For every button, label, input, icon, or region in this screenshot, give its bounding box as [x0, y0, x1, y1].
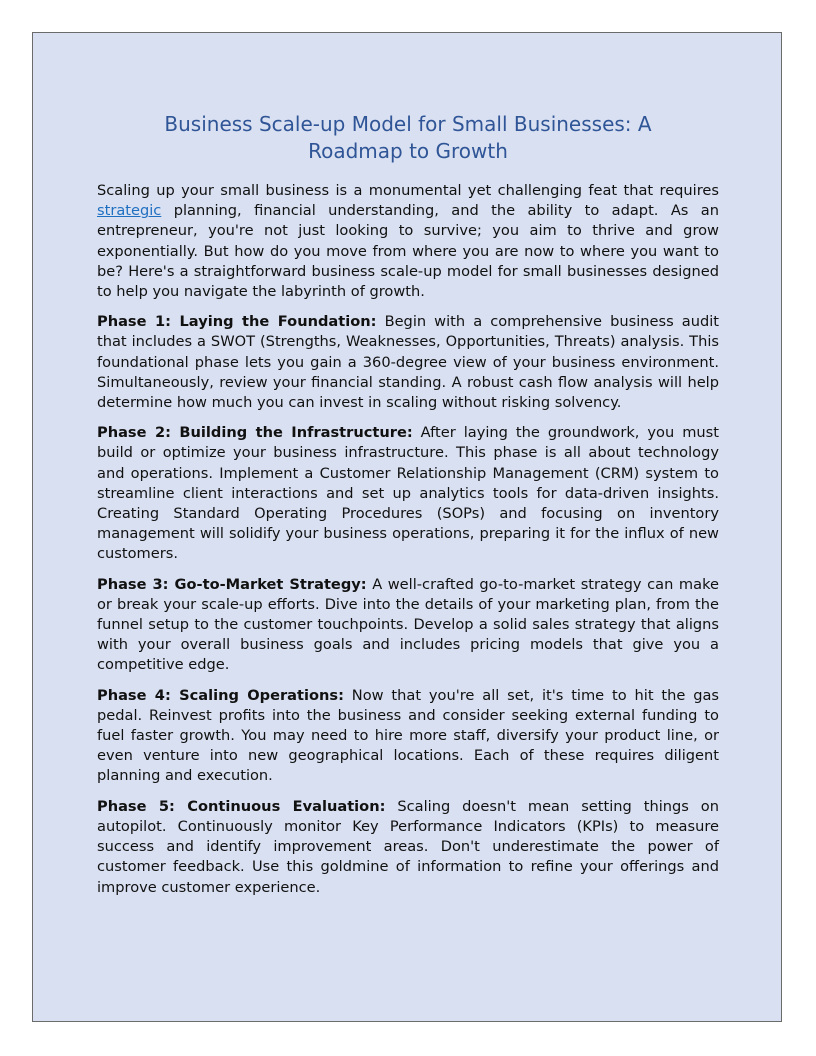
intro-paragraph — [97, 181, 719, 302]
phase-2-text: After laying the groundwork, you must build or optimize your business infrastructure. This phase is all about technology and operations. Implement a Customer Relationship Management (CRM) system to streamline client interactions and set up analytics tools for data-driven insights. Creating Standard Operating Procedures (SOPs) and focusing on inventory management will solidify your business operations, preparing it for the influx of new customers. — [97, 424, 719, 563]
phase-2-heading: Phase 2: Building the Infrastructure: — [97, 424, 413, 442]
phase-4-paragraph — [97, 686, 719, 787]
phase-1-text: Begin with a comprehensive business audit that includes a SWOT (Strengths, Weaknesses, Opportunities, Threats) analysis. This foundational phase lets you gain a 360-degree view of your business environment. Simultaneously, review your financial standing. A robust cash flow analysis will help determine how much you can invest in scaling without risking solvency. — [97, 313, 719, 412]
phase-1-heading: Phase 1: Laying the Foundation: — [97, 313, 377, 331]
intro-text-end: planning, financial understanding, and the ability to adapt. As an entrepreneur, you're not just looking to survive; you aim to thrive and grow exponentially. But how do you move from where you are now to where you want to be? Here's a straightforward business scale-up model for small businesses designed to help you navigate the labyrinth of growth. — [97, 202, 719, 301]
document-body — [97, 111, 719, 908]
strategic-link[interactable]: strategic — [97, 202, 162, 220]
intro-text-start: Scaling up your small business is a monumental yet challenging feat that requires — [97, 182, 719, 199]
phase-2-paragraph — [97, 423, 719, 564]
phase-3-heading: Phase 3: Go-to-Market Strategy: — [97, 575, 367, 593]
page-title: Business Scale-up Model for Small Businesses: A Roadmap to Growth — [164, 112, 652, 163]
phase-1-paragraph — [97, 312, 719, 413]
phase-5-paragraph — [97, 797, 719, 898]
phase-5-text: Scaling doesn't mean setting things on autopilot. Continuously monitor Key Performance Indicators (KPIs) to measure success and identify improvement areas. Don't underestimate the power of customer feedback. Use this goldmine of information to refine your offerings and improve customer experience. — [97, 797, 719, 896]
phase-5-heading: Phase 5: Continuous Evaluation: — [97, 797, 386, 815]
phase-4-heading: Phase 4: Scaling Operations: — [97, 686, 344, 704]
phase-4-text: Now that you're all set, it's time to hit the gas pedal. Reinvest profits into the business and consider seeking external funding to fuel faster growth. You may need to hire more staff, diversify your product line, or even venture into new geographical locations. Each of these requires diligent planning and execution. — [97, 686, 719, 785]
phase-3-text: A well-crafted go-to-market strategy can make or break your scale-up efforts. Dive into the details of your marketing plan, from the funnel setup to the customer touchpoints. Develop a solid sales strategy that aligns with your overall business goals and includes pricing models that give you a competitive edge. — [97, 575, 719, 674]
phase-3-paragraph — [97, 575, 719, 676]
page-panel — [32, 32, 782, 1022]
